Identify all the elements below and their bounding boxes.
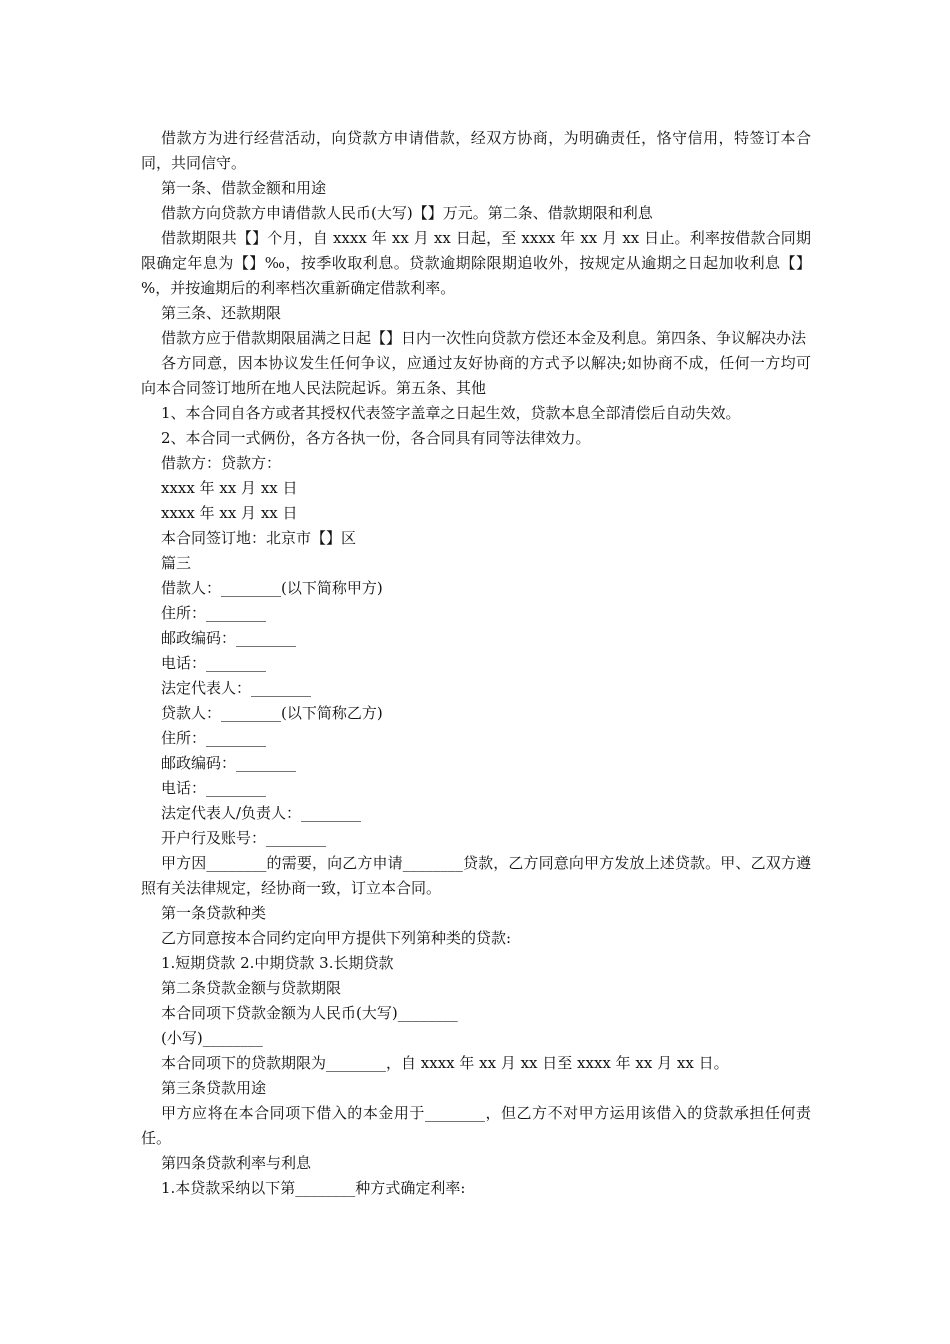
paragraph: 第三条、还款期限 [161,304,282,322]
paragraph: 甲方应将在本合同项下借入的本金用于________，但乙方不对甲方运用该借入的贷款承担任何责任。 [141,1104,811,1147]
paragraph: 法定代表人：________ [161,679,312,697]
paragraph: 本合同签订地：北京市【】区 [161,529,357,547]
paragraph: 法定代表人/负责人：________ [161,804,362,822]
paragraph: 贷款人：________(以下简称乙方) [161,704,383,722]
paragraph: 开户行及账号：________ [161,829,327,847]
paragraph: 乙方同意按本合同约定向甲方提供下列第种类的贷款: [161,929,512,947]
paragraph: 本合同项下贷款金额为人民币(大写)________ [161,1004,458,1022]
paragraph: xxxx 年 xx 月 xx 日 [161,504,298,522]
paragraph: 借款人：________(以下简称甲方) [161,579,383,597]
paragraph: 借款方为进行经营活动，向贷款方申请借款，经双方协商，为明确责任，恪守信用，特签订本合同，共同信守。 [141,129,811,172]
paragraph: 甲方因________的需要，向乙方申请________贷款，乙方同意向甲方发放上述贷款。甲、乙双方遵照有关法律规定，经协商一致，订立本合同。 [141,854,811,897]
paragraph: 2、本合同一式俩份，各方各执一份，各合同具有同等法律效力。 [161,429,591,447]
paragraph: 电话：________ [161,654,267,672]
paragraph: 本合同项下的贷款期限为________，自 xxxx 年 xx 月 xx 日至 xxxx 年 xx 月 xx 日。 [161,1054,729,1072]
paragraph: (小写)________ [161,1029,263,1047]
paragraph: 借款方向贷款方申请借款人民币(大写)【】万元。第二条、借款期限和利息 [161,204,653,222]
paragraph: 邮政编码：________ [161,754,297,772]
document-body [141,126,811,1201]
paragraph: 第二条贷款金额与贷款期限 [161,979,342,997]
paragraph: 邮政编码：________ [161,629,297,647]
paragraph: 第四条贷款利率与利息 [161,1154,312,1172]
paragraph: 1、本合同自各方或者其授权代表签字盖章之日起生效，贷款本息全部清偿后自动失效。 [161,404,741,422]
paragraph: 借款方：贷款方： [161,454,282,472]
paragraph: 篇三 [161,554,192,572]
paragraph: 借款期限共【】个月，自 xxxx 年 xx 月 xx 日起，至 xxxx 年 xx 月 xx 日止。利率按借款合同期限确定年息为【】‰，按季收取利息。贷款逾期除限期追收外，按规定从逾期之日起加收利息【】%，并按逾期后的利率档次重新确定借款利率。 [141,229,811,297]
paragraph: 第一条、借款金额和用途 [161,179,327,197]
paragraph: 电话：________ [161,779,267,797]
paragraph: 借款方应于借款期限届满之日起【】日内一次性向贷款方偿还本金及利息。第四条、争议解决办法 [161,329,807,347]
paragraph: 住所：________ [161,729,267,747]
paragraph: xxxx 年 xx 月 xx 日 [161,479,298,497]
paragraph: 各方同意，因本协议发生任何争议，应通过友好协商的方式予以解决;如协商不成，任何一方均可向本合同签订地所在地人民法院起诉。第五条、其他 [141,354,811,397]
paragraph: 1.本贷款采纳以下第________种方式确定利率: [161,1179,466,1197]
paragraph: 1.短期贷款 2.中期贷款 3.长期贷款 [161,954,394,972]
paragraph: 第三条贷款用途 [161,1079,267,1097]
paragraph: 住所：________ [161,604,267,622]
paragraph: 第一条贷款种类 [161,904,267,922]
